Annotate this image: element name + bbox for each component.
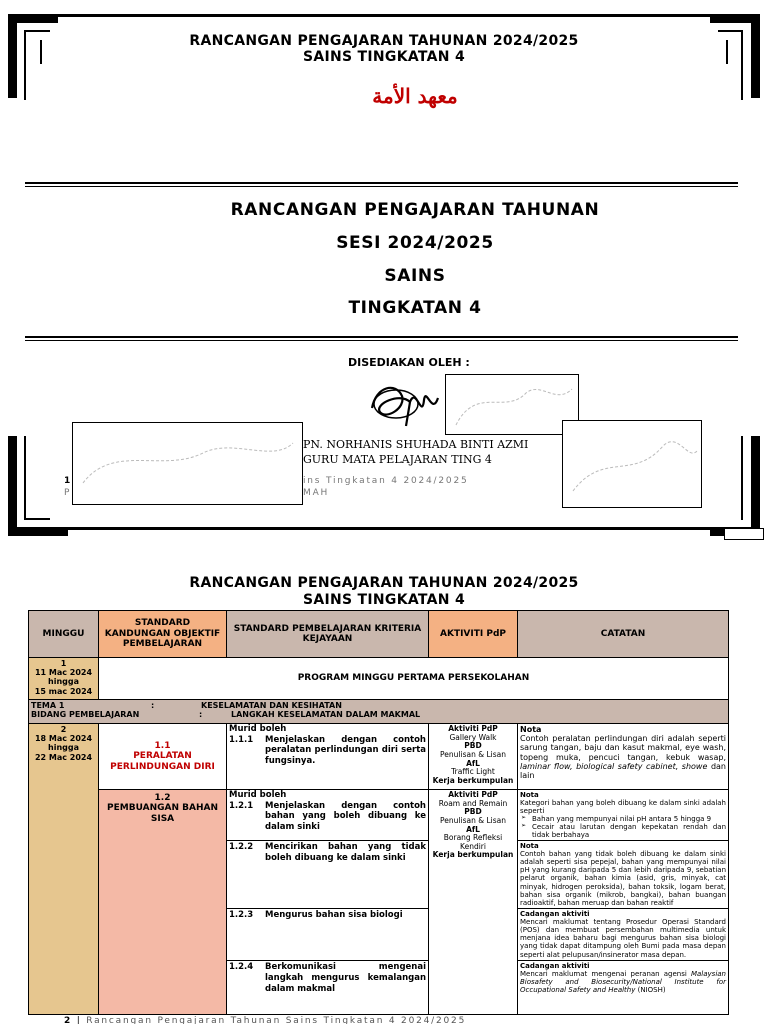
sp2-item-3-num: 1.2.3 — [229, 910, 254, 921]
week2-end: 22 Mac 2024 — [34, 752, 93, 762]
cat4-text: Mencari maklumat tentang Prosedur Operasi Standard (POS) dan membuat persembahan multimedia untuk menjana idea baharu bagi mengurus bahan sisa biologi yang tidak dapat ditampung oleh Bumi pada masa depan seperti alat pelupusan/insinerator masa depan. — [520, 918, 726, 959]
week1-program: PROGRAM MINGGU PERTAMA PERSEKOLAHAN — [99, 658, 729, 700]
sp2-item-3 — [229, 910, 426, 921]
sp1-item-1-num: 1.1.1 — [229, 734, 254, 745]
page1-footer-text2: MAH — [303, 488, 330, 498]
bidang-value: LANGKAH KESELAMATAN DALAM MAKMAL — [231, 710, 421, 720]
sp2-item-2 — [229, 842, 426, 863]
akt2-title: Aktiviti PdP — [448, 790, 498, 799]
redacted-image-top — [445, 374, 579, 435]
table-row-tema — [29, 700, 729, 724]
cat5-body — [520, 970, 726, 994]
cat1-nota-italic: laminar flow, biological safety cabinet, showe — [520, 761, 708, 771]
main-title-line-2: SESI 2024/2025 — [336, 233, 494, 253]
cat5-end: (NIOSH) — [637, 986, 666, 995]
cat2-bullet-1: ➢ Bahan yang mempunyai nilai pH antara 5 hingga 9 — [520, 815, 726, 823]
frame-left-bottom — [8, 436, 17, 536]
sk1-title: PERALATAN PERLINDUNGAN DIRI — [110, 751, 215, 772]
redacted-image-left — [72, 422, 303, 505]
sk2-title: PEMBUANGAN BAHAN SISA — [107, 803, 218, 824]
sk1-cell — [99, 724, 227, 790]
cat5-text: Mencari maklumat mengenai peranan agensi — [520, 970, 687, 979]
page1-header-title: RANCANGAN PENGAJARAN TAHUNAN 2024/2025 — [189, 33, 579, 49]
page2-footer-number: 2 — [64, 1016, 73, 1024]
cat3-nota-title: Nota — [520, 842, 539, 851]
sp1-item-1 — [229, 735, 426, 767]
page1-footer-prefix: P — [64, 488, 72, 498]
prepared-by-label: DISEDIAKAN OLEH : — [348, 356, 470, 369]
cat4-cell — [518, 909, 729, 961]
teacher-name: PN. NORHANIS SHUHADA BINTI AZMI — [303, 438, 529, 451]
akt1-line3: Traffic Light — [451, 767, 495, 777]
cat3-cell — [518, 841, 729, 909]
cat5-title: Cadangan aktiviti — [520, 962, 590, 971]
week1-hingga: hingga — [48, 677, 79, 687]
akt2-kerja: Kerja berkumpulan — [432, 850, 514, 860]
frame-top-right-corner — [710, 14, 760, 23]
frame-corner-box — [724, 528, 764, 540]
cat4-title: Cadangan aktiviti — [520, 910, 590, 919]
cat3-nota-text: Contoh bahan yang tidak boleh dibuang ke dalam sinki adalah seperti sisa pepejal, bahan yang mempunyai nilai pH yang kurang daripada 5 dan lebih daripada 9, sebatian pelarut organik, bahan kimia (asid, gris, minyak, cat minyak, hidrogen peroksida), bahan toksik, logam berat, bahan sisa organik (mikrob, bangkai), bahan buangan radioaktif, bahan meruap dan bahan reaktif — [520, 850, 726, 907]
akt2-line3: Borang Refleksi Kendiri — [443, 833, 503, 851]
page2-subtitle: SAINS TINGKATAN 4 — [302, 592, 466, 608]
akt2-line1: Roam and Remain — [438, 798, 508, 808]
header-minggu: MINGGU — [29, 611, 99, 658]
bidang-label: BIDANG PEMBELAJARAN — [31, 710, 140, 720]
akt2-afl: AfL — [466, 824, 480, 834]
akt1-line2: Penulisan & Lisan — [440, 749, 506, 759]
week1-start: 11 Mac 2024 — [34, 668, 93, 678]
table-row-week1 — [29, 658, 729, 700]
cat1-nota-body — [520, 734, 726, 780]
cat1-nota-title: Nota — [520, 725, 542, 734]
table-header-row — [29, 611, 729, 658]
week2-number: 2 — [60, 725, 67, 734]
sp2-item-4-cell — [227, 961, 429, 1015]
sp2-item-4 — [229, 962, 426, 994]
frame-inner-right-top — [718, 30, 743, 32]
main-title-line-3: SAINS — [384, 266, 446, 286]
week1-number: 1 — [60, 659, 67, 668]
separator-top-2 — [25, 186, 738, 187]
cat1-cell — [518, 724, 729, 790]
page1-header-subtitle: SAINS TINGKATAN 4 — [302, 49, 466, 65]
cat2-cell — [518, 790, 729, 841]
bidang-line — [31, 710, 726, 719]
akt1-pbd: PBD — [464, 741, 482, 751]
sp2-murid: Murid boleh — [229, 790, 287, 800]
sp2-item-1-cell — [227, 790, 429, 841]
tema-line — [31, 701, 726, 710]
page1-footer-text: ins Tingkatan 4 2024/2025 — [303, 476, 469, 486]
sp2-item-4-text: Berkomunikasi mengenai langkah mengurus kemalangan dalam makmal — [265, 962, 426, 994]
header-catatan: CATATAN — [518, 611, 729, 658]
sp2-item-1-text: Menjelaskan dengan contoh bahan yang boleh dibuang ke dalam sinki — [265, 800, 426, 833]
separator-top-1 — [25, 182, 738, 184]
tema-colon: : — [151, 701, 155, 710]
teacher-role: GURU MATA PELAJARAN TING 4 — [303, 453, 492, 466]
sk2-number: 1.2 — [154, 793, 171, 803]
sk1-number: 1.1 — [154, 740, 171, 751]
frame-bottom-line — [8, 527, 760, 530]
akt2-cell — [429, 790, 518, 1015]
sp2-item-2-cell — [227, 841, 429, 909]
cat2-bullet-2: ➢ Cecair atau larutan dengan kepekatan rendah dan tidak berbahaya — [520, 823, 726, 839]
cat2-nota-title: Nota — [520, 791, 539, 799]
frame-right-bottom — [751, 436, 760, 536]
frame-inner-left-top — [24, 30, 50, 32]
header-aktiviti: AKTIVITI PdP — [429, 611, 518, 658]
separator-bottom-2 — [25, 340, 738, 341]
week2-cell — [29, 724, 99, 1015]
akt1-afl: AfL — [466, 758, 480, 768]
tema-label: TEMA 1 — [31, 701, 65, 710]
signature-image — [366, 376, 446, 432]
sp1-item-1-text: Menjelaskan dengan contoh peralatan perlindungan diri serta fungsinya. — [265, 734, 426, 767]
page2-footer-text: Rancangan Pengajaran Tahunan Sains Tingkatan 4 2024/2025 — [86, 1016, 467, 1024]
sp2-item-3-text: Mengurus bahan sisa biologi — [265, 910, 403, 921]
table-row-1-2-1 — [29, 790, 729, 841]
page1-footer-number: 1 — [64, 476, 73, 486]
sp1-cell — [227, 724, 429, 790]
tema-value: KESELAMATAN DAN KESIHATAN — [201, 701, 342, 710]
school-logo: معهد الأمة — [372, 84, 458, 108]
frame-inner-left-bottom-h — [24, 518, 50, 520]
week1-cell — [29, 658, 99, 700]
akt2-line2: Penulisan & Lisan — [440, 815, 506, 825]
akt1-title: Aktiviti PdP — [448, 724, 498, 733]
redacted-image-right — [562, 420, 702, 508]
cat5-cell — [518, 961, 729, 1015]
page2-title: RANCANGAN PENGAJARAN TAHUNAN 2024/2025 — [189, 575, 579, 591]
header-standard-pembelajaran: STANDARD PEMBELAJARAN KRITERIA KEJAYAAN — [227, 611, 429, 658]
sp2-item-2-num: 1.2.2 — [229, 842, 254, 853]
sp2-item-4-num: 1.2.4 — [229, 962, 254, 973]
cat2-nota-text: Kategori bahan yang boleh dibuang ke dalam sinki adalah seperti — [520, 799, 726, 816]
week2-start: 18 Mac 2024 — [34, 734, 93, 744]
table-row-1-1 — [29, 724, 729, 790]
sk2-cell — [99, 790, 227, 1015]
header-standard-kandungan: STANDARD KANDUNGAN OBJEKTIF PEMBELAJARAN — [99, 611, 227, 658]
week1-end: 15 mac 2024 — [34, 686, 93, 696]
cat2-bullets — [520, 815, 726, 839]
frame-inner-left-bottom — [24, 436, 26, 520]
akt1-line1: Gallery Walk — [449, 732, 497, 742]
cat1-nota-end: dan lain — [520, 761, 726, 780]
page2-footer — [64, 1016, 466, 1024]
sp2-item-3-cell — [227, 909, 429, 961]
tema-cell — [29, 700, 729, 724]
sp2-item-1-num: 1.2.1 — [229, 800, 254, 811]
page2-footer-sep: | — [76, 1016, 82, 1024]
frame-top-line — [8, 14, 760, 17]
week2-hingga: hingga — [48, 743, 79, 753]
separator-bottom-1 — [25, 336, 738, 338]
sp1-murid: Murid boleh — [229, 724, 287, 734]
bidang-colon: : — [199, 710, 203, 720]
frame-inner-right-bottom — [741, 436, 743, 520]
akt1-kerja: Kerja berkumpulan — [432, 775, 514, 785]
cat1-nota-text: Contoh peralatan perlindungan diri adalah seperti sarung tangan, baju dan kasut makmal, eye wash, topeng muka, pencuci tangan, kebuk wasap, — [520, 734, 726, 762]
sp2-item-1 — [229, 801, 426, 833]
cat5-italic: Malaysian Biosafety and Biosecurity/National Institute for Occupational Safety and Healthy — [520, 970, 726, 995]
lesson-plan-table — [28, 610, 729, 1015]
akt1-cell — [429, 724, 518, 790]
akt2-pbd: PBD — [464, 807, 482, 817]
sp2-item-2-text: Mencirikan bahan yang tidak boleh dibuang ke dalam sinki — [265, 842, 426, 863]
main-title-line-1: RANCANGAN PENGAJARAN TAHUNAN — [230, 200, 600, 220]
main-title-line-4: TINGKATAN 4 — [348, 298, 482, 318]
